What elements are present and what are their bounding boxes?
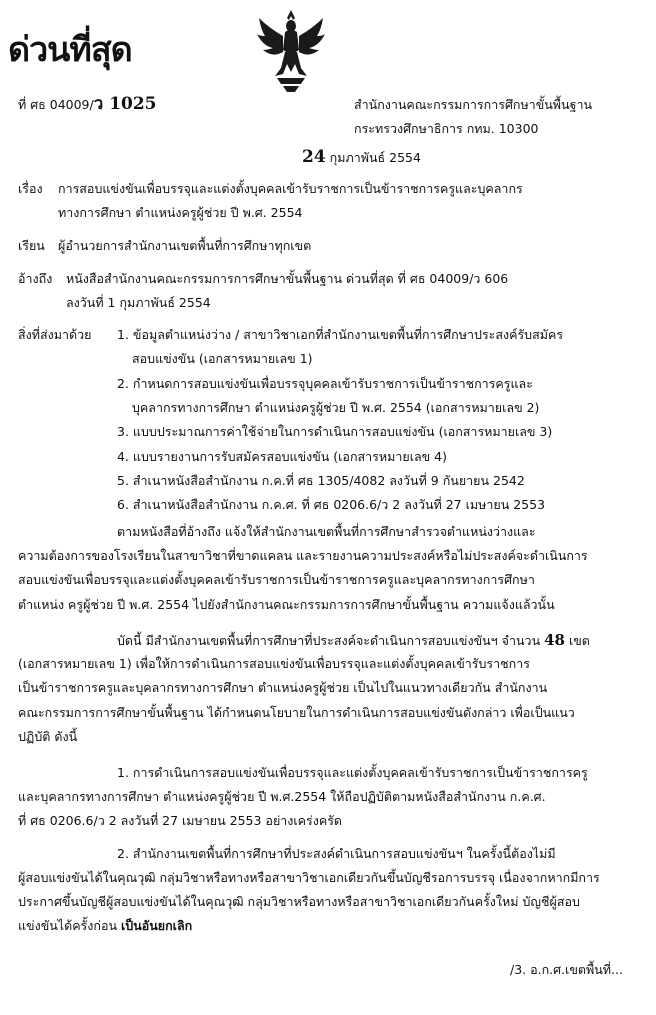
para2-text: บัดนี้ มีสำนักงานเขตพื้นที่การศึกษาที่ประสงค์จะดำเนินการสอบแข่งขันฯ จำนวน bbox=[117, 633, 541, 648]
date-month-year: กุมภาพันธ์ 2554 bbox=[329, 150, 421, 165]
reference-line-2: ลงวันที่ 1 กุมภาพันธ์ 2554 bbox=[66, 295, 211, 310]
body-paragraph-line: ตำแหน่ง ครูผู้ช่วย ปี พ.ศ. 2554 ไปยังสำนักงานคณะกรรมการการศึกษาขั้นพื้นฐาน ความแจ้งแล้วนั้น bbox=[18, 597, 555, 612]
body-item-line: ผู้สอบแข่งขันได้ในคุณวุฒิ กลุ่มวิชาหรือทางหรือสาขาวิชาเอกเดียวกันขึ้นบัญชีรอการบรรจุ เนื่องจากหากมีการ bbox=[18, 870, 600, 885]
continuation-note: /3. อ.ก.ศ.เขตพื้นที่... bbox=[510, 962, 623, 977]
item2-last-text: แข่งขันได้ครั้งก่อน bbox=[18, 918, 117, 933]
body-item-line: และบุคลากรทางการศึกษา ตำแหน่งครูผู้ช่วย ปี พ.ศ.2554 ให้ถือปฏิบัติตามหนังสือสำนักงาน ก.ค.ศ. bbox=[18, 789, 546, 804]
body-paragraph-line: คณะกรรมการการศึกษาขั้นพื้นฐาน ได้กำหนดนโยบายในการดำเนินการสอบแข่งขันดังกล่าว เพื่อเป็นแนว bbox=[18, 705, 575, 720]
body-item-line: 1. การดำเนินการสอบแข่งขันเพื่อบรรจุและแต่งตั้งบุคคลเข้ารับราชการเป็นข้าราชการครู bbox=[117, 765, 588, 780]
document-date bbox=[302, 149, 421, 166]
enclosure-line: 2. กำหนดการสอบแข่งขันเพื่อบรรจุบุคคลเข้ารับราชการเป็นข้าราชการครูและ bbox=[117, 376, 533, 391]
enclosure-line: 5. สำเนาหนังสือสำนักงาน ก.ค.ที่ ศธ 1305/4082 ลงวันที่ 9 กันยายน 2542 bbox=[117, 473, 525, 488]
body-paragraph-line: สอบแข่งขันเพื่อบรรจุและแต่งตั้งบุคคลเข้ารับราชการเป็นข้าราชการครูและบุคลากรทางการศึกษา bbox=[18, 572, 535, 587]
body-item-line bbox=[18, 918, 192, 934]
body-paragraph-line: เป็นข้าราชการครูและบุคลากรทางการศึกษา ตำแหน่งครูผู้ช่วย เป็นไปในแนวทางเดียวกัน สำนักงาน bbox=[18, 680, 548, 695]
office-name: สำนักงานคณะกรรมการการศึกษาขั้นพื้นฐาน bbox=[354, 97, 593, 112]
reference-line-1: หนังสือสำนักงานคณะกรรมการการศึกษาขั้นพื้นฐาน ด่วนที่สุด ที่ ศธ 04009/ว 606 bbox=[66, 271, 509, 286]
date-day-handwritten: 24 bbox=[302, 147, 326, 167]
urgency-stamp: ด่วนที่สุด bbox=[8, 30, 132, 70]
enclosures-label: สิ่งที่ส่งมาด้วย bbox=[18, 327, 92, 342]
body-paragraph-line bbox=[117, 632, 590, 649]
office-address: กระทรวงศึกษาธิการ กทม. 10300 bbox=[354, 121, 539, 136]
body-item-line: ที่ ศธ 0206.6/ว 2 ลงวันที่ 27 เมษายน 2553 อย่างเคร่งครัด bbox=[18, 813, 343, 828]
doc-number bbox=[18, 96, 157, 113]
enclosure-line: 4. แบบรายงานการรับสมัครสอบแข่งขัน (เอกสารหมายเลข 4) bbox=[117, 449, 447, 464]
enclosure-line: 3. แบบประมาณการค่าใช้จ่ายในการดำเนินการสอบแข่งขัน (เอกสารหมายเลข 3) bbox=[117, 424, 553, 439]
body-paragraph-line: ปฏิบัติ ดังนี้ bbox=[18, 729, 78, 744]
item2-emphasis: เป็นอันยกเลิก bbox=[120, 918, 193, 933]
district-count-handwritten: 48 bbox=[544, 631, 565, 649]
doc-number-prefix: ที่ ศธ 04009/ bbox=[18, 97, 94, 112]
body-paragraph-line: ความต้องการของโรงเรียนในสาขาวิชาที่ขาดแคลน และรายงานความประสงค์หรือไม่ประสงค์จะดำเนินการ bbox=[18, 548, 588, 563]
enclosure-line: 1. ข้อมูลตำแหน่งว่าง / สาขาวิชาเอกที่สำนักงานเขตพื้นที่การศึกษาประสงค์รับสมัคร bbox=[117, 327, 564, 342]
body-paragraph-line: ตามหนังสือที่อ้างถึง แจ้งให้สำนักงานเขตพื้นที่การศึกษาสำรวจตำแหน่งว่างและ bbox=[117, 524, 536, 539]
enclosure-line: บุคลากรทางการศึกษา ตำแหน่งครูผู้ช่วย ปี พ.ศ. 2554 (เอกสารหมายเลข 2) bbox=[132, 400, 540, 415]
subject-line-2: ทางการศึกษา ตำแหน่งครูผู้ช่วย ปี พ.ศ. 2554 bbox=[58, 205, 303, 220]
doc-number-handwritten: ว 1025 bbox=[93, 94, 157, 114]
garuda-emblem-icon bbox=[255, 6, 327, 94]
subject-label: เรื่อง bbox=[18, 181, 43, 196]
body-item-line: ประกาศขึ้นบัญชีผู้สอบแข่งขันได้ในคุณวุฒิ กลุ่มวิชาหรือทางหรือสาขาวิชาเอกเดียวกันครั้งใหม่ บัญชีผู้สอบ bbox=[18, 894, 580, 909]
body-item-line: 2. สำนักงานเขตพื้นที่การศึกษาที่ประสงค์ดำเนินการสอบแข่งขันฯ ในครั้งนี้ต้องไม่มี bbox=[117, 846, 556, 861]
to-recipient: ผู้อำนวยการสำนักงานเขตพื้นที่การศึกษาทุกเขต bbox=[58, 238, 312, 253]
subject-line-1: การสอบแข่งขันเพื่อบรรจุและแต่งตั้งบุคคลเข้ารับราชการเป็นข้าราชการครูและบุคลากร bbox=[58, 181, 523, 196]
enclosure-line: 6. สำเนาหนังสือสำนักงาน ก.ค.ศ. ที่ ศธ 0206.6/ว 2 ลงวันที่ 27 เมษายน 2553 bbox=[117, 497, 546, 512]
body-paragraph-line: (เอกสารหมายเลข 1) เพื่อให้การดำเนินการสอบแข่งขันเพื่อบรรจุและแต่งตั้งบุคคลเข้ารับราชการ bbox=[18, 656, 530, 671]
to-label: เรียน bbox=[18, 238, 45, 253]
enclosure-line: สอบแข่งขัน (เอกสารหมายเลข 1) bbox=[132, 351, 313, 366]
para2-unit: เขต bbox=[568, 633, 590, 648]
reference-label: อ้างถึง bbox=[18, 271, 53, 286]
